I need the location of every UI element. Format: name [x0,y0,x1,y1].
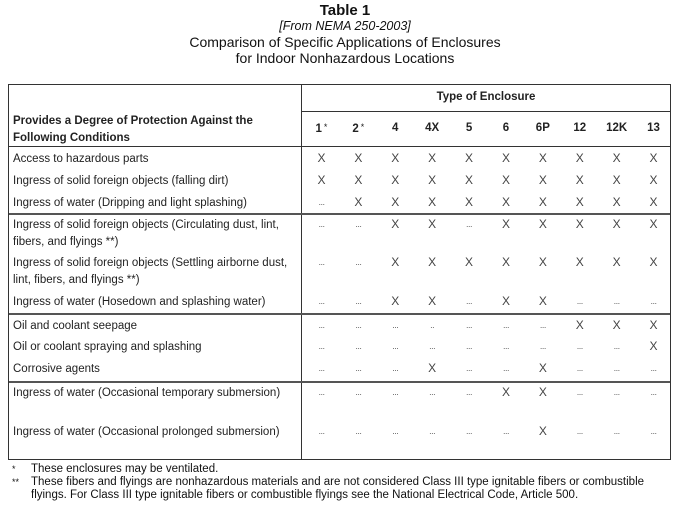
cell-not-applicable: ... [576,341,583,351]
cell-not-applicable: ... [392,320,399,330]
cell-protected: X [465,151,474,165]
cell-not-applicable: ... [318,197,325,207]
condition-label: Ingress of water (Hosedown and splashing water) [13,296,266,308]
cell-protected: X [501,217,510,231]
cell-protected: X [465,195,474,209]
section-divider [9,213,670,215]
cell-not-applicable: ... [355,320,362,330]
cell-protected: X [428,151,437,165]
cell-protected: X [649,339,658,353]
cell-not-applicable: ... [466,341,473,351]
condition-label: Corrosive agents [13,363,100,375]
cell-not-applicable: ... [576,426,583,436]
cell-protected: X [501,294,510,308]
cell-not-applicable: ... [355,341,362,351]
cell-protected: X [354,151,363,165]
cell-not-applicable: ... [392,341,399,351]
cell-not-applicable: ... [613,341,620,351]
cell-not-applicable: ... [318,363,325,373]
column-header-type-4x [414,122,451,134]
column-label: 6 [502,122,510,134]
cell-not-applicable: ... [355,219,362,229]
cell-protected: X [612,195,621,209]
footnotes [12,463,682,502]
cell-protected: X [538,217,547,231]
column-label: 12K [606,122,628,134]
cell-not-applicable: ... [355,257,362,267]
cell-not-applicable: ... [539,341,546,351]
column-divider [301,85,302,459]
footnote-text: These fibers and flyings are nonhazardous materials and are not considered Class III type ignitable fibers or combustible flyings. For Class III type ignitable fibers or combustible flyings see the National Electrical Code, Article 500. [31,476,645,501]
cell-not-applicable: ... [392,387,399,397]
cell-not-applicable: ... [429,387,436,397]
cell-protected: X [391,217,400,231]
cell-protected: X [538,424,547,438]
cell-protected: X [428,217,437,231]
condition-label: Ingress of water (Dripping and light splashing) [13,197,247,209]
cell-protected: X [575,151,584,165]
cell-not-applicable: ... [466,320,473,330]
cell-not-applicable: ... [539,320,546,330]
cell-protected: X [538,385,547,399]
cell-not-applicable: ... [502,320,509,330]
column-header-type-2 [340,122,377,135]
column-label: 1 [315,123,322,135]
condition-label: Oil and coolant seepage [13,320,138,332]
cell-protected: X [612,173,621,187]
cell-not-applicable: ... [650,426,657,436]
cell-protected: X [649,318,658,332]
cell-not-applicable: ... [429,341,436,351]
cell-protected: X [649,151,658,165]
column-header-type-1 [303,122,340,135]
cell-protected: X [428,294,437,308]
cell-not-applicable: ... [318,426,325,436]
table-subtitle-line2: for Indoor Nonhazardous Locations [235,50,455,66]
cell-not-applicable: .. [430,320,435,330]
cell-protected: X [612,318,621,332]
cell-not-applicable: ... [502,363,509,373]
cell-protected: X [538,195,547,209]
cell-not-applicable: ... [355,387,362,397]
cell-not-applicable: ... [466,296,473,306]
cell-not-applicable: ... [355,426,362,436]
header-subdivider [301,111,670,112]
cell-protected: X [538,151,547,165]
column-header-type-4 [377,122,414,134]
cell-protected: X [391,294,400,308]
column-header-type-12k [598,122,635,134]
cell-not-applicable: ... [613,426,620,436]
cell-not-applicable: ... [466,426,473,436]
cell-protected: X [428,361,437,375]
cell-not-applicable: ... [318,219,325,229]
cell-protected: X [317,173,326,187]
cell-protected: X [538,255,547,269]
column-label: 13 [647,122,660,134]
cell-protected: X [391,173,400,187]
cell-protected: X [575,173,584,187]
cell-not-applicable: ... [355,296,362,306]
table-source: [From NEMA 250-2003] [279,19,411,33]
cell-not-applicable: ... [466,363,473,373]
table-subtitle-line1: Comparison of Specific Applications of Enclosures [189,34,501,50]
cell-protected: X [501,195,510,209]
cell-not-applicable: ... [650,387,657,397]
cell-protected: X [354,173,363,187]
cell-protected: X [428,255,437,269]
cell-not-applicable: ... [392,363,399,373]
cell-not-applicable: ... [650,363,657,373]
footnote-mark: ** [12,477,20,487]
table-title: Table 1 [319,2,371,19]
conditions-header: Provides a Degree of Protection Against the Following Conditions [13,115,253,144]
condition-label: Ingress of solid foreign objects (Circulating dust, lint, fibers, and flyings **) [13,219,279,248]
cell-protected: X [465,173,474,187]
column-label: 4 [392,122,399,134]
cell-not-applicable: ... [576,296,583,306]
cell-not-applicable: ... [318,341,325,351]
footnote-text: These enclosures may be ventilated. [31,463,219,475]
cell-not-applicable: ... [392,426,399,436]
cell-protected: X [317,151,326,165]
cell-protected: X [575,217,584,231]
column-footnote-mark: * [360,122,365,132]
section-divider [9,381,670,383]
cell-not-applicable: ... [576,363,583,373]
cell-not-applicable: ... [318,257,325,267]
column-footnote-mark: * [323,122,328,132]
cell-protected: X [649,217,658,231]
cell-not-applicable: ... [613,296,620,306]
column-header-type-5 [451,122,488,134]
cell-protected: X [649,255,658,269]
cell-protected: X [575,195,584,209]
cell-protected: X [612,217,621,231]
cell-protected: X [391,255,400,269]
section-divider [9,313,670,315]
cell-protected: X [391,151,400,165]
cell-not-applicable: ... [318,387,325,397]
cell-protected: X [612,255,621,269]
cell-protected: X [538,294,547,308]
footnote-single-asterisk [12,463,682,476]
cell-not-applicable: ... [613,363,620,373]
cell-protected: X [428,173,437,187]
cell-not-applicable: ... [429,426,436,436]
column-header-type-6p [524,122,561,134]
condition-label: Access to hazardous parts [13,153,149,165]
cell-not-applicable: ... [466,219,473,229]
cell-not-applicable: ... [466,387,473,397]
column-label: 6P [535,122,550,134]
column-label: 12 [573,122,587,134]
cell-not-applicable: ... [576,387,583,397]
cell-not-applicable: ... [318,296,325,306]
column-label: 2 [352,123,359,135]
cell-not-applicable: ... [502,426,509,436]
cell-protected: X [391,195,400,209]
cell-protected: X [428,195,437,209]
cell-not-applicable: ... [613,387,620,397]
condition-label: Oil or coolant spraying and splashing [13,341,202,353]
condition-label: Ingress of water (Occasional temporary submersion) [13,387,281,399]
cell-not-applicable: ... [650,296,657,306]
column-header-type-12 [561,122,598,134]
cell-protected: X [575,255,584,269]
footnote-double-asterisk [12,476,682,502]
condition-label: Ingress of water (Occasional prolonged submersion) [13,426,280,438]
cell-protected: X [612,151,621,165]
cell-protected: X [649,173,658,187]
cell-protected: X [501,255,510,269]
footnote-mark: * [12,464,16,474]
column-header-type-13 [635,122,672,134]
type-of-enclosure-header: Type of Enclosure [436,91,536,103]
cell-protected: X [538,173,547,187]
cell-protected: X [465,255,474,269]
column-label: 4X [425,122,440,134]
cell-protected: X [501,151,510,165]
table-caption [0,2,690,66]
cell-protected: X [575,318,584,332]
cell-protected: X [501,385,510,399]
cell-not-applicable: ... [318,320,325,330]
cell-protected: X [501,173,510,187]
column-label: 5 [465,122,473,134]
cell-not-applicable: ... [355,363,362,373]
cell-protected: X [354,195,363,209]
cell-not-applicable: ... [502,341,509,351]
condition-label: Ingress of solid foreign objects (falling dirt) [13,175,229,187]
enclosure-comparison-table [8,84,671,460]
condition-label: Ingress of solid foreign objects (Settling airborne dust, lint, fibers, and flyings **) [13,257,288,286]
cell-protected: X [538,361,547,375]
cell-protected: X [649,195,658,209]
column-header-type-6 [488,122,525,134]
